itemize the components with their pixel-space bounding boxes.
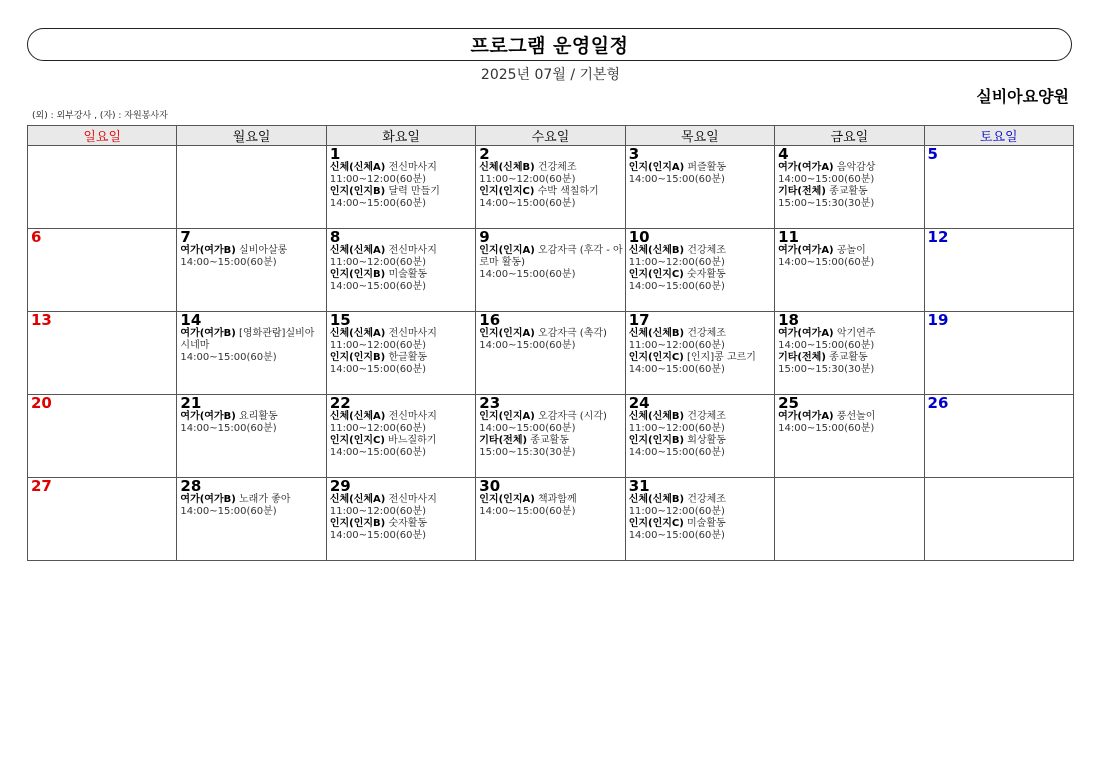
day-cell: [476, 478, 625, 561]
program-time: 14:00~15:00(60분): [329, 281, 427, 292]
program-time: 14:00~15:00(60분): [180, 506, 277, 517]
program-entry: [330, 245, 475, 257]
day-number: 18: [778, 311, 799, 329]
program-name: 달력 만들기: [388, 186, 440, 197]
program-category: 신체(신체A): [329, 328, 386, 339]
day-cell: [924, 478, 1073, 561]
program-entry: [629, 494, 774, 506]
day-number: 31: [628, 477, 650, 495]
day-cell: [924, 395, 1073, 478]
program-entry: [629, 245, 774, 257]
program-entry: [778, 186, 923, 198]
program-entry: [778, 328, 923, 340]
day-cell: [775, 229, 924, 312]
program-time: 14:00~15:00(60분): [329, 447, 427, 458]
program-category: 여가(여가B): [180, 245, 236, 256]
program-time: 11:00~12:00(60분): [329, 340, 427, 351]
program-time: 14:00~15:00(60분): [479, 423, 576, 434]
program-time: 14:00~15:00(60분): [329, 364, 427, 375]
program-category: 신체(신체B): [628, 411, 685, 422]
program-name: 전신마사지: [388, 162, 437, 173]
program-name: 건강체조: [687, 328, 726, 339]
program-name: 전신마사지: [388, 328, 437, 339]
program-name: 숫자활동: [388, 518, 428, 529]
program-category: 인지(인지C): [628, 352, 684, 363]
day-number: 10: [628, 228, 650, 246]
program-entry: [330, 162, 475, 174]
program-name: 바느질하기: [388, 435, 437, 446]
week-row: [28, 146, 1074, 229]
program-category: 신체(신체B): [628, 245, 685, 256]
program-category: 인지(인지B): [329, 518, 386, 529]
day-number: 17: [628, 311, 650, 329]
program-entry: [479, 411, 624, 423]
program-time: 11:00~12:00(60분): [329, 174, 427, 185]
program-category: 인지(인지C): [479, 186, 535, 197]
day-cell: [326, 478, 475, 561]
program-name: 퍼즐활동: [687, 162, 727, 173]
program-entry: [629, 162, 774, 174]
program-name: 건강체조: [687, 411, 726, 422]
program-category: 신체(신체A): [329, 162, 386, 173]
weekday-header-fri: 금요일: [775, 126, 924, 146]
program-time: 11:00~12:00(60분): [329, 423, 427, 434]
program-entry: [778, 162, 923, 174]
program-time: 14:00~15:00(60분): [479, 198, 576, 209]
program-category: 여가(여가B): [180, 411, 236, 422]
day-cell: [775, 395, 924, 478]
program-category: 인지(인지A): [479, 411, 535, 422]
day-cell: [177, 229, 326, 312]
program-time: 14:00~15:00(60분): [479, 506, 576, 517]
day-number: 3: [628, 145, 640, 163]
program-name: 음악감상: [836, 162, 876, 173]
day-cell: [177, 478, 326, 561]
program-entry: [330, 328, 475, 340]
program-entry: [330, 494, 475, 506]
day-cell: [28, 312, 177, 395]
program-category: 인지(인지B): [628, 435, 685, 446]
day-cell: [775, 146, 924, 229]
program-entry: [330, 269, 475, 281]
day-cell: [775, 312, 924, 395]
day-number: 11: [778, 228, 799, 246]
day-number: 30: [479, 477, 501, 495]
program-entry: [330, 435, 475, 447]
program-category: 인지(인지A): [479, 328, 535, 339]
program-time: 14:00~15:00(60분): [329, 198, 427, 209]
day-cell: [476, 229, 625, 312]
program-category: 여가(여가B): [180, 328, 236, 339]
program-time: 14:00~15:00(60분): [778, 423, 875, 434]
day-number: 5: [927, 145, 938, 163]
program-entry: [778, 411, 923, 423]
program-name: 종교활동: [829, 352, 868, 363]
day-cell: [28, 478, 177, 561]
program-name: 전신마사지: [388, 411, 437, 422]
program-category: 인지(인지B): [329, 186, 386, 197]
program-time: 15:00~15:30(30분): [479, 447, 576, 458]
day-cell: [28, 229, 177, 312]
program-entry: [330, 186, 475, 198]
program-time: 14:00~15:00(60분): [180, 352, 277, 363]
program-time: 11:00~12:00(60분): [479, 174, 576, 185]
program-time: 14:00~15:00(60분): [778, 257, 875, 268]
day-number: 23: [479, 394, 501, 412]
program-time: 14:00~15:00(60분): [628, 281, 725, 292]
program-time: 14:00~15:00(60분): [479, 269, 576, 280]
day-cell: [326, 229, 475, 312]
program-time: 15:00~15:30(30분): [778, 198, 875, 209]
weekday-header-sun: 일요일: [28, 126, 177, 146]
day-number: 12: [927, 228, 949, 246]
program-name: [인지]콩 고르기: [687, 352, 756, 363]
day-cell: [625, 312, 774, 395]
program-entry: [479, 186, 624, 198]
day-number: 8: [329, 228, 341, 246]
program-name: 책과함께: [537, 494, 577, 505]
page-title: 프로그램 운영일정: [470, 35, 629, 57]
day-number: 1: [329, 145, 341, 163]
program-entry: [629, 518, 774, 530]
program-entry: [479, 435, 624, 447]
program-entry: [180, 494, 325, 506]
program-category: 인지(인지B): [329, 269, 386, 280]
title-box: [27, 28, 1072, 61]
program-name: 실비아살롱: [239, 245, 288, 256]
program-category: 인지(인지B): [329, 352, 386, 363]
program-time: 11:00~12:00(60분): [628, 340, 725, 351]
program-time: 14:00~15:00(60분): [628, 174, 725, 185]
day-number: 24: [628, 394, 650, 412]
weekday-header-wed: 수요일: [476, 126, 625, 146]
program-name: 오감자극 (후각 - 아로마 활동): [479, 245, 623, 268]
day-cell: [326, 146, 475, 229]
program-category: 기타(전체): [479, 435, 528, 446]
program-name: 종교활동: [530, 435, 569, 446]
program-category: 신체(신체A): [329, 411, 386, 422]
program-entry: [629, 411, 774, 423]
day-number: 19: [927, 311, 949, 329]
program-category: 인지(인지A): [628, 162, 685, 173]
program-category: 여가(여가A): [778, 245, 834, 256]
program-entry: [629, 269, 774, 281]
program-name: 악기연주: [836, 328, 876, 339]
program-entry: [778, 352, 923, 364]
program-name: 건강체조: [687, 494, 726, 505]
program-category: 기타(전체): [778, 186, 826, 197]
program-name: 한글활동: [388, 352, 428, 363]
program-name: 공놀이: [836, 245, 866, 256]
program-name: 건강체조: [537, 162, 577, 173]
day-cell: [924, 229, 1073, 312]
program-time: 11:00~12:00(60분): [628, 506, 725, 517]
program-name: 회상활동: [687, 435, 726, 446]
program-time: 14:00~15:00(60분): [479, 340, 576, 351]
program-time: 11:00~12:00(60분): [329, 257, 427, 268]
program-entry: [330, 518, 475, 530]
program-entry: [629, 328, 774, 340]
program-name: 풍선놀이: [836, 411, 876, 422]
day-cell: [177, 146, 326, 229]
program-name: 전신마사지: [388, 494, 437, 505]
program-entry: [180, 328, 325, 352]
program-time: 14:00~15:00(60분): [628, 530, 725, 541]
program-name: 미술활동: [388, 269, 428, 280]
program-time: 11:00~12:00(60분): [628, 423, 725, 434]
program-entry: [629, 435, 774, 447]
day-cell: [775, 478, 924, 561]
day-cell: [924, 146, 1073, 229]
day-cell: [177, 312, 326, 395]
program-category: 인지(인지A): [479, 245, 535, 256]
day-cell: [177, 395, 326, 478]
day-cell: [28, 395, 177, 478]
day-cell: [476, 395, 625, 478]
program-entry: [180, 411, 325, 423]
weekday-header-row: [28, 126, 1074, 146]
program-category: 인지(인지C): [628, 269, 684, 280]
weekday-header-mon: 월요일: [177, 126, 326, 146]
week-row: [28, 312, 1074, 395]
program-name: [영화관람]실비아 시네마: [180, 328, 315, 351]
program-time: 14:00~15:00(60분): [628, 447, 725, 458]
day-number: 9: [479, 228, 490, 246]
day-number: 26: [927, 394, 949, 412]
program-category: 신체(신체B): [628, 328, 685, 339]
week-row: [28, 395, 1074, 478]
program-name: 건강체조: [687, 245, 726, 256]
program-category: 여가(여가A): [778, 411, 834, 422]
day-number: 14: [180, 311, 202, 329]
day-number: 2: [479, 145, 490, 163]
day-number: 22: [329, 394, 351, 412]
day-cell: [326, 312, 475, 395]
week-row: [28, 478, 1074, 561]
day-cell: [625, 229, 774, 312]
legend-text: (외) : 외부강사 , (자) : 자원봉사자: [32, 111, 168, 121]
program-category: 인지(인지A): [479, 494, 535, 505]
day-cell: [924, 312, 1073, 395]
weekday-header-thu: 목요일: [625, 126, 774, 146]
calendar-table: [27, 125, 1074, 561]
day-number: 6: [31, 228, 42, 246]
day-number: 13: [31, 311, 52, 329]
program-time: 14:00~15:00(60분): [180, 257, 277, 268]
program-category: 인지(인지C): [628, 518, 684, 529]
day-number: 7: [180, 228, 191, 246]
day-cell: [476, 146, 625, 229]
program-category: 여가(여가A): [778, 328, 834, 339]
day-number: 27: [31, 477, 52, 495]
program-entry: [479, 494, 624, 506]
program-name: 숫자활동: [687, 269, 726, 280]
page-subtitle: 2025년 07월 / 기본형: [480, 67, 621, 83]
weekday-header-tue: 화요일: [326, 126, 475, 146]
weekday-header-sat: 토요일: [924, 126, 1073, 146]
day-cell: [476, 312, 625, 395]
program-name: 요리활동: [239, 411, 278, 422]
day-number: 29: [329, 477, 351, 495]
day-cell: [625, 146, 774, 229]
program-name: 노래가 좋아: [239, 494, 291, 505]
program-category: 신체(신체A): [329, 494, 386, 505]
program-category: 인지(인지C): [329, 435, 385, 446]
program-category: 신체(신체A): [329, 245, 386, 256]
program-entry: [629, 352, 774, 364]
program-category: 신체(신체B): [479, 162, 535, 173]
program-name: 오감자극 (촉각): [537, 328, 607, 339]
program-entry: [330, 411, 475, 423]
program-time: 14:00~15:00(60분): [778, 340, 875, 351]
program-category: 여가(여가B): [180, 494, 236, 505]
program-time: 11:00~12:00(60분): [329, 506, 427, 517]
day-cell: [326, 395, 475, 478]
program-name: 미술활동: [687, 518, 726, 529]
program-time: 14:00~15:00(60분): [628, 364, 725, 375]
day-number: 16: [479, 311, 501, 329]
program-time: 11:00~12:00(60분): [628, 257, 725, 268]
day-cell: [28, 146, 177, 229]
facility-name: 실비아요양원: [976, 87, 1069, 106]
program-category: 기타(전체): [778, 352, 826, 363]
day-number: 4: [778, 145, 789, 163]
program-time: 15:00~15:30(30분): [778, 364, 875, 375]
day-cell: [625, 395, 774, 478]
program-name: 전신마사지: [388, 245, 437, 256]
day-number: 15: [329, 311, 351, 329]
program-entry: [180, 245, 325, 257]
program-time: 14:00~15:00(60분): [778, 174, 875, 185]
program-entry: [479, 328, 624, 340]
day-cell: [625, 478, 774, 561]
program-entry: [479, 245, 624, 269]
program-entry: [479, 162, 624, 174]
program-time: 14:00~15:00(60분): [329, 530, 427, 541]
day-number: 21: [180, 394, 202, 412]
program-name: 종교활동: [829, 186, 868, 197]
program-category: 신체(신체B): [628, 494, 685, 505]
day-number: 28: [180, 477, 202, 495]
program-entry: [330, 352, 475, 364]
program-name: 수박 색칠하기: [537, 186, 599, 197]
week-row: [28, 229, 1074, 312]
program-category: 여가(여가A): [778, 162, 834, 173]
program-time: 14:00~15:00(60분): [180, 423, 277, 434]
day-number: 20: [31, 394, 52, 412]
program-entry: [778, 245, 923, 257]
program-name: 오감자극 (시각): [537, 411, 607, 422]
day-number: 25: [778, 394, 799, 412]
